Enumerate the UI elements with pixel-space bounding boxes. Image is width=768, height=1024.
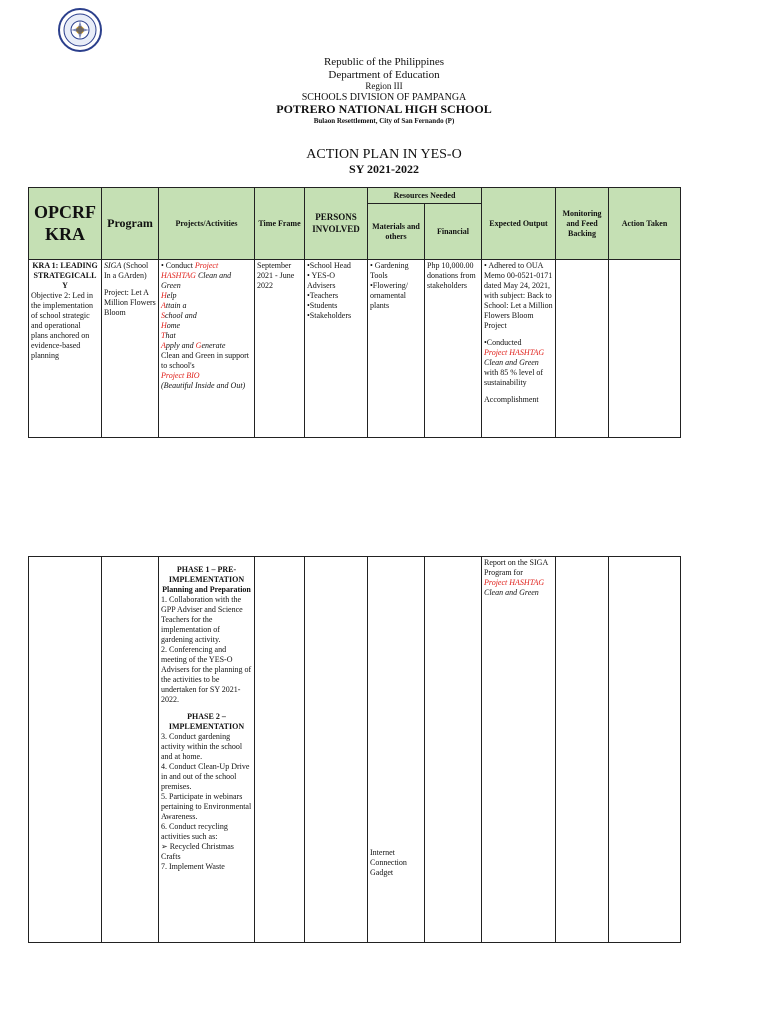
title-sy: SY 2021-2022 — [349, 162, 419, 177]
materials-cell: Internet Connection Gadget — [368, 557, 425, 943]
persons-cell: •School Head • YES-O Advisers •Teachers •Students •Stakeholders — [305, 260, 368, 438]
monitoring-cell — [556, 260, 609, 438]
materials-cell: • Gardening Tools •Flowering/ ornamental plants — [368, 260, 425, 438]
col-monitoring: Monitoring and Feed Backing — [556, 188, 609, 260]
expected-cell: • Adhered to OUA Memo 00-0521-0171 dated May 24, 2021, with subject: Back to School: Let a Million Flowers Bloom Project •Conducted Project HASHTAG Clean and Green with 85 % level of sustainability Accomplishment — [482, 260, 556, 438]
action-plan-table-continued — [28, 556, 681, 943]
col-persons: PERSONS INVOLVED — [305, 188, 368, 260]
projects-cell: PHASE 1 – PRE-IMPLEMENTATION Planning and Preparation 1. Collaboration with the GPP Adviser and Science Teachers for the implementation of gardening activity. 2. Conferencing and meeting of the YES-O Advisers for the planning of the activities to be undertaken for SY 2021-2022. PHASE 2 – IMPLEMENTATION 3. Conduct gardening activity within the school and at home. 4. Conduct Clean-Up Drive in and out of the school premises. 5. Participate in webinars pertaining to Environmental Awareness. 6. Conduct recycling activities such as: ➢ Recycled Christmas Crafts 7. Implement Waste — [159, 557, 255, 943]
monitoring-cell — [556, 557, 609, 943]
col-materials: Materials and others — [368, 204, 425, 260]
expected-cell: Report on the SIGA Program for Project HASHTAG Clean and Green — [482, 557, 556, 943]
project-hashtag: Project HASHTAG — [161, 261, 219, 280]
deped-seal-icon — [58, 8, 102, 52]
col-resources: Resources Needed — [368, 188, 482, 204]
program-expansion: (School In a GArden) — [104, 261, 149, 280]
time-frame-cell — [255, 557, 305, 943]
action-cell — [609, 260, 681, 438]
phase1-title: PHASE 1 – PRE-IMPLEMENTATION — [168, 565, 245, 584]
school-name: POTRERO NATIONAL HIGH SCHOOL — [276, 102, 492, 117]
document-title — [0, 147, 768, 177]
col-time-frame: Time Frame — [255, 188, 305, 260]
kra-cell — [29, 260, 102, 438]
persons-cell — [305, 557, 368, 943]
program-project: Project: Let A Million Flowers Bloom — [104, 288, 156, 317]
col-financial: Financial — [425, 204, 482, 260]
action-plan-table — [28, 187, 681, 438]
projects-cell: • Conduct Project HASHTAG Clean and Green Help Attain a School and Home That Apply and Generate Clean and Green in support to school's Project BIO (Beautiful Inside and Out) — [159, 260, 255, 438]
action-cell — [609, 557, 681, 943]
program-name: SIGA — [104, 261, 122, 270]
kra-title: KRA 1: LEADING STRATEGICALLY — [32, 261, 98, 290]
program-cell — [102, 260, 159, 438]
program-cell — [102, 557, 159, 943]
title-main: ACTION PLAN IN YES-O — [306, 147, 462, 162]
financial-cell: Php 10,000.00 donations from stakeholders — [425, 260, 482, 438]
col-expected: Expected Output — [482, 188, 556, 260]
col-program: Program — [102, 188, 159, 260]
col-opcrf-kra: OPCRF KRA — [29, 188, 102, 260]
republic-line: Republic of the Philippines — [323, 56, 445, 68]
region-line: Region III — [365, 81, 403, 92]
letterhead — [0, 56, 768, 125]
kra-cell — [29, 557, 102, 943]
table-row — [29, 260, 681, 438]
table-row — [29, 557, 681, 943]
school-address: Bulaon Resettlement, City of San Fernando (P) — [313, 116, 455, 125]
time-frame-cell: September 2021 - June 2022 — [255, 260, 305, 438]
phase1-subtitle: Planning and Preparation — [162, 585, 251, 594]
phase2-title: PHASE 2 – IMPLEMENTATION — [168, 712, 245, 731]
department-line: Department of Education — [328, 68, 440, 81]
project-bio: Project BIO — [161, 371, 200, 380]
col-projects: Projects/Activities — [159, 188, 255, 260]
division-line: SCHOOLS DIVISION OF PAMPANGA — [301, 91, 467, 103]
financial-cell — [425, 557, 482, 943]
col-action: Action Taken — [609, 188, 681, 260]
kra-objective: Objective 2: Led in the implementation of school strategic and operational plans anchored on evidence-based planning — [31, 291, 93, 360]
